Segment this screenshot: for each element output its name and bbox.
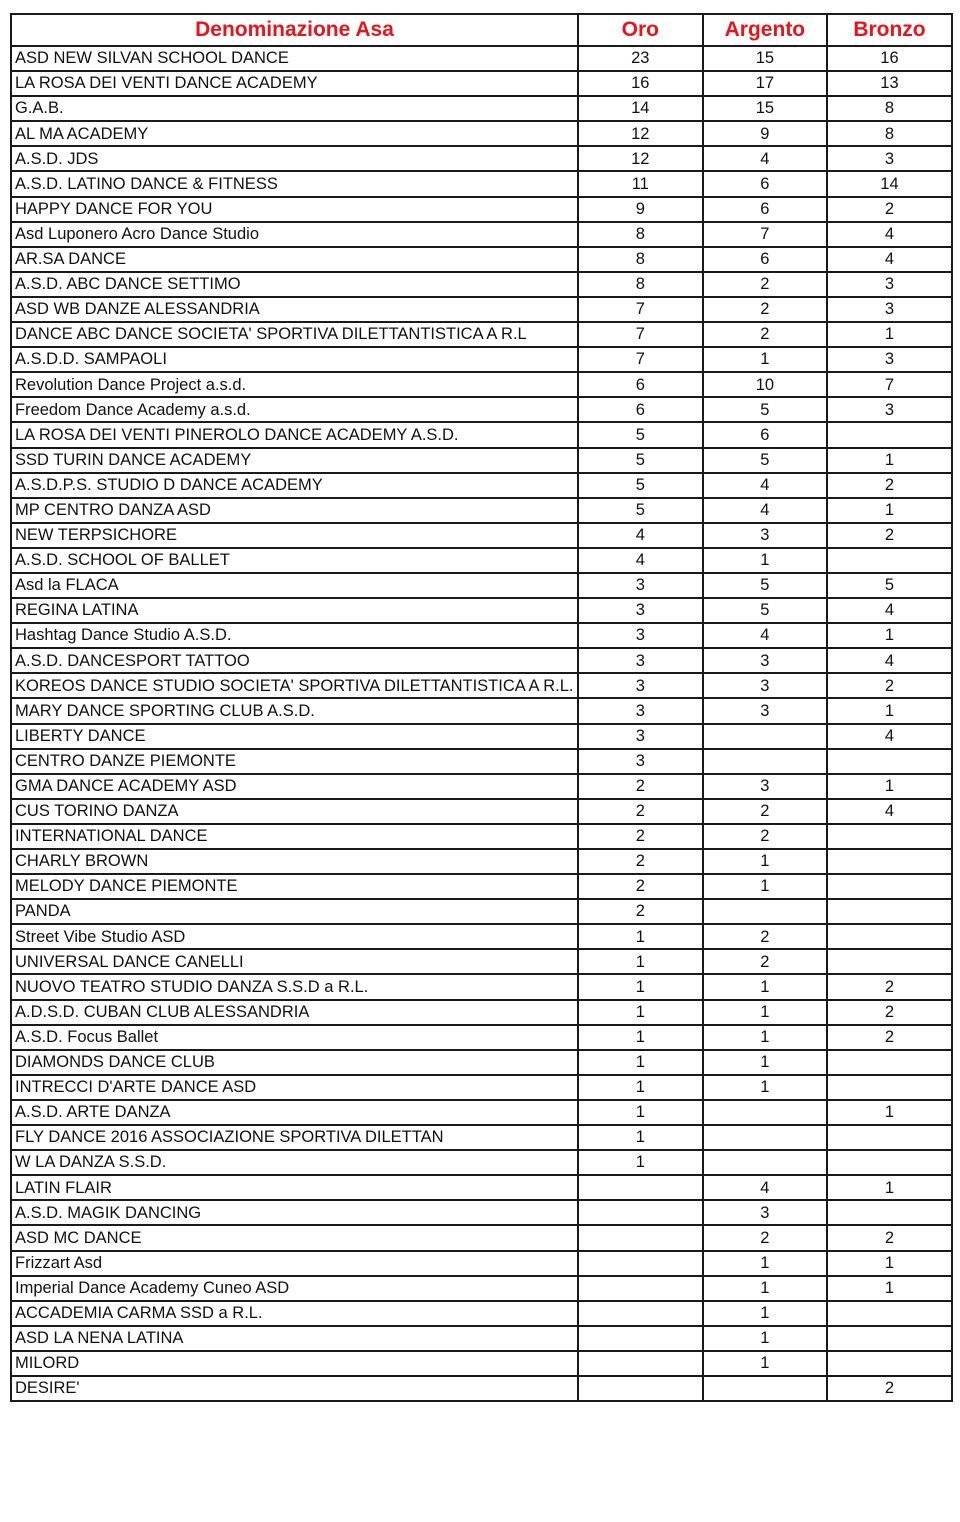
- bronzo-count-cell: 1: [827, 1100, 952, 1125]
- bronzo-count-cell: 2: [827, 473, 952, 498]
- bronzo-count-cell: 8: [827, 96, 952, 121]
- oro-count-cell: 3: [578, 623, 703, 648]
- oro-count-cell: 2: [578, 774, 703, 799]
- club-name-cell: PANDA: [11, 899, 578, 924]
- table-row: [11, 548, 952, 573]
- bronzo-count-cell: 1: [827, 774, 952, 799]
- table-row: [11, 71, 952, 96]
- oro-count-cell: [578, 1251, 703, 1276]
- club-name-cell: ASD NEW SILVAN SCHOOL DANCE: [11, 46, 578, 71]
- argento-count-cell: 6: [703, 197, 828, 222]
- argento-count-cell: 1: [703, 1075, 828, 1100]
- club-name-cell: ASD LA NENA LATINA: [11, 1326, 578, 1351]
- argento-count-cell: 1: [703, 1301, 828, 1326]
- table-row: [11, 774, 952, 799]
- club-name-cell: AL MA ACADEMY: [11, 121, 578, 146]
- oro-count-cell: 3: [578, 673, 703, 698]
- club-name-cell: A.S.D. JDS: [11, 146, 578, 171]
- argento-count-cell: 6: [703, 422, 828, 447]
- club-name-cell: HAPPY DANCE FOR YOU: [11, 197, 578, 222]
- club-name-cell: NUOVO TEATRO STUDIO DANZA S.S.D a R.L.: [11, 974, 578, 999]
- club-name-cell: Street Vibe Studio ASD: [11, 924, 578, 949]
- table-row: [11, 222, 952, 247]
- club-name-cell: A.S.D. ARTE DANZA: [11, 1100, 578, 1125]
- bronzo-count-cell: 2: [827, 523, 952, 548]
- argento-count-cell: 3: [703, 698, 828, 723]
- club-name-cell: ASD MC DANCE: [11, 1225, 578, 1250]
- table-row: [11, 1251, 952, 1276]
- oro-count-cell: 3: [578, 698, 703, 723]
- bronzo-count-cell: 1: [827, 1251, 952, 1276]
- club-name-cell: NEW TERPSICHORE: [11, 523, 578, 548]
- oro-count-cell: 3: [578, 648, 703, 673]
- table-row: [11, 498, 952, 523]
- bronzo-count-cell: [827, 874, 952, 899]
- argento-count-cell: 15: [703, 46, 828, 71]
- argento-count-cell: 1: [703, 1050, 828, 1075]
- header-oro: Oro: [578, 14, 703, 46]
- table-row: [11, 1100, 952, 1125]
- bronzo-count-cell: 1: [827, 1276, 952, 1301]
- bronzo-count-cell: 4: [827, 247, 952, 272]
- bronzo-count-cell: 16: [827, 46, 952, 71]
- club-name-cell: W LA DANZA S.S.D.: [11, 1150, 578, 1175]
- oro-count-cell: [578, 1225, 703, 1250]
- argento-count-cell: 1: [703, 1000, 828, 1025]
- bronzo-count-cell: 1: [827, 498, 952, 523]
- club-name-cell: DANCE ABC DANCE SOCIETA' SPORTIVA DILETTANTISTICA A R.L: [11, 322, 578, 347]
- header-argento: Argento: [703, 14, 828, 46]
- oro-count-cell: 23: [578, 46, 703, 71]
- club-name-cell: INTRECCI D'ARTE DANCE ASD: [11, 1075, 578, 1100]
- oro-count-cell: 1: [578, 1000, 703, 1025]
- club-name-cell: LA ROSA DEI VENTI DANCE ACADEMY: [11, 71, 578, 96]
- table-row: [11, 1150, 952, 1175]
- argento-count-cell: 3: [703, 673, 828, 698]
- club-name-cell: MELODY DANCE PIEMONTE: [11, 874, 578, 899]
- club-name-cell: LIBERTY DANCE: [11, 724, 578, 749]
- argento-count-cell: [703, 724, 828, 749]
- oro-count-cell: 1: [578, 949, 703, 974]
- bronzo-count-cell: [827, 1125, 952, 1150]
- bronzo-count-cell: 5: [827, 573, 952, 598]
- argento-count-cell: 1: [703, 849, 828, 874]
- oro-count-cell: 5: [578, 448, 703, 473]
- bronzo-count-cell: [827, 949, 952, 974]
- argento-count-cell: 1: [703, 347, 828, 372]
- oro-count-cell: 5: [578, 473, 703, 498]
- table-row: [11, 799, 952, 824]
- bronzo-count-cell: 2: [827, 1000, 952, 1025]
- club-name-cell: Frizzart Asd: [11, 1251, 578, 1276]
- table-row: [11, 1376, 952, 1401]
- argento-count-cell: 6: [703, 171, 828, 196]
- bronzo-count-cell: [827, 1150, 952, 1175]
- table-row: [11, 1225, 952, 1250]
- argento-count-cell: 5: [703, 598, 828, 623]
- argento-count-cell: 5: [703, 448, 828, 473]
- header-name: Denominazione Asa: [11, 14, 578, 46]
- oro-count-cell: 11: [578, 171, 703, 196]
- bronzo-count-cell: 7: [827, 372, 952, 397]
- argento-count-cell: 1: [703, 1351, 828, 1376]
- bronzo-count-cell: [827, 548, 952, 573]
- club-name-cell: DIAMONDS DANCE CLUB: [11, 1050, 578, 1075]
- oro-count-cell: 4: [578, 523, 703, 548]
- bronzo-count-cell: [827, 1301, 952, 1326]
- bronzo-count-cell: 3: [827, 297, 952, 322]
- table-row: [11, 473, 952, 498]
- argento-count-cell: 1: [703, 1276, 828, 1301]
- club-name-cell: ACCADEMIA CARMA SSD a R.L.: [11, 1301, 578, 1326]
- table-row: [11, 724, 952, 749]
- header-bronzo: Bronzo: [827, 14, 952, 46]
- oro-count-cell: 1: [578, 924, 703, 949]
- bronzo-count-cell: 2: [827, 673, 952, 698]
- argento-count-cell: 17: [703, 71, 828, 96]
- oro-count-cell: [578, 1376, 703, 1401]
- bronzo-count-cell: 13: [827, 71, 952, 96]
- table-row: [11, 1025, 952, 1050]
- bronzo-count-cell: 4: [827, 724, 952, 749]
- oro-count-cell: 7: [578, 347, 703, 372]
- oro-count-cell: 1: [578, 1050, 703, 1075]
- club-name-cell: G.A.B.: [11, 96, 578, 121]
- oro-count-cell: [578, 1351, 703, 1376]
- club-name-cell: CHARLY BROWN: [11, 849, 578, 874]
- medal-table: [10, 13, 953, 1402]
- club-name-cell: Revolution Dance Project a.s.d.: [11, 372, 578, 397]
- table-row: [11, 448, 952, 473]
- oro-count-cell: 1: [578, 1025, 703, 1050]
- club-name-cell: CUS TORINO DANZA: [11, 799, 578, 824]
- argento-count-cell: 4: [703, 498, 828, 523]
- argento-count-cell: 7: [703, 222, 828, 247]
- oro-count-cell: 12: [578, 146, 703, 171]
- oro-count-cell: 1: [578, 974, 703, 999]
- table-row: [11, 121, 952, 146]
- table-row: [11, 322, 952, 347]
- argento-count-cell: 4: [703, 1175, 828, 1200]
- oro-count-cell: 12: [578, 121, 703, 146]
- table-body: [11, 46, 952, 1401]
- club-name-cell: A.S.D. DANCESPORT TATTOO: [11, 648, 578, 673]
- argento-count-cell: 4: [703, 623, 828, 648]
- club-name-cell: A.S.D. MAGIK DANCING: [11, 1200, 578, 1225]
- oro-count-cell: 4: [578, 548, 703, 573]
- oro-count-cell: 1: [578, 1125, 703, 1150]
- oro-count-cell: [578, 1200, 703, 1225]
- bronzo-count-cell: 1: [827, 1175, 952, 1200]
- club-name-cell: Freedom Dance Academy a.s.d.: [11, 397, 578, 422]
- oro-count-cell: [578, 1326, 703, 1351]
- oro-count-cell: 2: [578, 874, 703, 899]
- argento-count-cell: 1: [703, 548, 828, 573]
- club-name-cell: KOREOS DANCE STUDIO SOCIETA' SPORTIVA DILETTANTISTICA A R.L.: [11, 673, 578, 698]
- argento-count-cell: 4: [703, 146, 828, 171]
- bronzo-count-cell: [827, 749, 952, 774]
- table-row: [11, 1175, 952, 1200]
- argento-count-cell: [703, 1100, 828, 1125]
- oro-count-cell: 6: [578, 397, 703, 422]
- oro-count-cell: 1: [578, 1100, 703, 1125]
- table-row: [11, 824, 952, 849]
- table-row: [11, 523, 952, 548]
- table-row: [11, 749, 952, 774]
- bronzo-count-cell: 3: [827, 146, 952, 171]
- argento-count-cell: 2: [703, 924, 828, 949]
- club-name-cell: A.S.D. SCHOOL OF BALLET: [11, 548, 578, 573]
- table-row: [11, 171, 952, 196]
- oro-count-cell: 8: [578, 272, 703, 297]
- bronzo-count-cell: 3: [827, 397, 952, 422]
- oro-count-cell: 7: [578, 322, 703, 347]
- bronzo-count-cell: 1: [827, 623, 952, 648]
- table-row: [11, 372, 952, 397]
- oro-count-cell: 1: [578, 1150, 703, 1175]
- table-row: [11, 673, 952, 698]
- club-name-cell: A.D.S.D. CUBAN CLUB ALESSANDRIA: [11, 1000, 578, 1025]
- oro-count-cell: 2: [578, 824, 703, 849]
- table-row: [11, 698, 952, 723]
- table-row: [11, 397, 952, 422]
- oro-count-cell: 5: [578, 422, 703, 447]
- argento-count-cell: 2: [703, 1225, 828, 1250]
- bronzo-count-cell: 4: [827, 222, 952, 247]
- bronzo-count-cell: 3: [827, 272, 952, 297]
- table-row: [11, 1301, 952, 1326]
- oro-count-cell: 6: [578, 372, 703, 397]
- table-row: [11, 598, 952, 623]
- table-row: [11, 1276, 952, 1301]
- bronzo-count-cell: [827, 1326, 952, 1351]
- table-row: [11, 197, 952, 222]
- table-row: [11, 1050, 952, 1075]
- bronzo-count-cell: [827, 1351, 952, 1376]
- oro-count-cell: [578, 1276, 703, 1301]
- argento-count-cell: 2: [703, 824, 828, 849]
- club-name-cell: ASD WB DANZE ALESSANDRIA: [11, 297, 578, 322]
- bronzo-count-cell: 14: [827, 171, 952, 196]
- bronzo-count-cell: [827, 1200, 952, 1225]
- table-row: [11, 849, 952, 874]
- table-row: [11, 247, 952, 272]
- bronzo-count-cell: 2: [827, 1025, 952, 1050]
- argento-count-cell: 3: [703, 1200, 828, 1225]
- argento-count-cell: 1: [703, 1251, 828, 1276]
- club-name-cell: LATIN FLAIR: [11, 1175, 578, 1200]
- oro-count-cell: 7: [578, 297, 703, 322]
- argento-count-cell: 2: [703, 799, 828, 824]
- club-name-cell: AR.SA DANCE: [11, 247, 578, 272]
- argento-count-cell: 4: [703, 473, 828, 498]
- table-row: [11, 1125, 952, 1150]
- argento-count-cell: 15: [703, 96, 828, 121]
- oro-count-cell: 9: [578, 197, 703, 222]
- table-row: [11, 1326, 952, 1351]
- club-name-cell: UNIVERSAL DANCE CANELLI: [11, 949, 578, 974]
- bronzo-count-cell: 2: [827, 974, 952, 999]
- bronzo-count-cell: 4: [827, 598, 952, 623]
- club-name-cell: A.S.D.D. SAMPAOLI: [11, 347, 578, 372]
- argento-count-cell: 1: [703, 1025, 828, 1050]
- table-row: [11, 949, 952, 974]
- bronzo-count-cell: [827, 1075, 952, 1100]
- bronzo-count-cell: 4: [827, 648, 952, 673]
- table-row: [11, 1000, 952, 1025]
- argento-count-cell: 3: [703, 523, 828, 548]
- table-row: [11, 1351, 952, 1376]
- bronzo-count-cell: 2: [827, 197, 952, 222]
- oro-count-cell: 2: [578, 899, 703, 924]
- club-name-cell: LA ROSA DEI VENTI PINEROLO DANCE ACADEMY A.S.D.: [11, 422, 578, 447]
- table-row: [11, 874, 952, 899]
- oro-count-cell: 3: [578, 724, 703, 749]
- argento-count-cell: 2: [703, 949, 828, 974]
- argento-count-cell: 3: [703, 648, 828, 673]
- club-name-cell: Imperial Dance Academy Cuneo ASD: [11, 1276, 578, 1301]
- argento-count-cell: 1: [703, 1326, 828, 1351]
- bronzo-count-cell: [827, 899, 952, 924]
- table-row: [11, 899, 952, 924]
- table-row: [11, 648, 952, 673]
- club-name-cell: MP CENTRO DANZA ASD: [11, 498, 578, 523]
- oro-count-cell: [578, 1175, 703, 1200]
- club-name-cell: A.S.D. LATINO DANCE & FITNESS: [11, 171, 578, 196]
- argento-count-cell: 5: [703, 573, 828, 598]
- argento-count-cell: 3: [703, 774, 828, 799]
- club-name-cell: REGINA LATINA: [11, 598, 578, 623]
- club-name-cell: MARY DANCE SPORTING CLUB A.S.D.: [11, 698, 578, 723]
- argento-count-cell: 1: [703, 974, 828, 999]
- argento-count-cell: 1: [703, 874, 828, 899]
- argento-count-cell: 6: [703, 247, 828, 272]
- argento-count-cell: 5: [703, 397, 828, 422]
- bronzo-count-cell: 1: [827, 698, 952, 723]
- table-row: [11, 974, 952, 999]
- bronzo-count-cell: 2: [827, 1225, 952, 1250]
- argento-count-cell: [703, 749, 828, 774]
- bronzo-count-cell: [827, 924, 952, 949]
- oro-count-cell: [578, 1301, 703, 1326]
- oro-count-cell: 2: [578, 849, 703, 874]
- club-name-cell: Hashtag Dance Studio A.S.D.: [11, 623, 578, 648]
- bronzo-count-cell: 8: [827, 121, 952, 146]
- club-name-cell: INTERNATIONAL DANCE: [11, 824, 578, 849]
- table-row: [11, 924, 952, 949]
- bronzo-count-cell: [827, 422, 952, 447]
- bronzo-count-cell: 1: [827, 322, 952, 347]
- bronzo-count-cell: 2: [827, 1376, 952, 1401]
- oro-count-cell: 5: [578, 498, 703, 523]
- oro-count-cell: 3: [578, 573, 703, 598]
- argento-count-cell: 9: [703, 121, 828, 146]
- oro-count-cell: 16: [578, 71, 703, 96]
- table-row: [11, 1075, 952, 1100]
- club-name-cell: A.S.D. Focus Ballet: [11, 1025, 578, 1050]
- argento-count-cell: [703, 1150, 828, 1175]
- oro-count-cell: 8: [578, 222, 703, 247]
- table-row: [11, 1200, 952, 1225]
- club-name-cell: FLY DANCE 2016 ASSOCIAZIONE SPORTIVA DILETTAN: [11, 1125, 578, 1150]
- table-row: [11, 422, 952, 447]
- table-row: [11, 573, 952, 598]
- club-name-cell: A.S.D.P.S. STUDIO D DANCE ACADEMY: [11, 473, 578, 498]
- bronzo-count-cell: 3: [827, 347, 952, 372]
- club-name-cell: DESIRE': [11, 1376, 578, 1401]
- oro-count-cell: 1: [578, 1075, 703, 1100]
- table-header: [11, 14, 952, 46]
- club-name-cell: Asd Luponero Acro Dance Studio: [11, 222, 578, 247]
- bronzo-count-cell: [827, 824, 952, 849]
- club-name-cell: GMA DANCE ACADEMY ASD: [11, 774, 578, 799]
- club-name-cell: Asd la FLACA: [11, 573, 578, 598]
- table-row: [11, 623, 952, 648]
- header-row: [11, 14, 952, 46]
- argento-count-cell: 2: [703, 272, 828, 297]
- table-row: [11, 146, 952, 171]
- argento-count-cell: 2: [703, 297, 828, 322]
- oro-count-cell: 2: [578, 799, 703, 824]
- club-name-cell: CENTRO DANZE PIEMONTE: [11, 749, 578, 774]
- table-row: [11, 297, 952, 322]
- table-row: [11, 347, 952, 372]
- club-name-cell: A.S.D. ABC DANCE SETTIMO: [11, 272, 578, 297]
- oro-count-cell: 14: [578, 96, 703, 121]
- table-row: [11, 272, 952, 297]
- argento-count-cell: 2: [703, 322, 828, 347]
- oro-count-cell: 8: [578, 247, 703, 272]
- bronzo-count-cell: 4: [827, 799, 952, 824]
- bronzo-count-cell: [827, 1050, 952, 1075]
- oro-count-cell: 3: [578, 598, 703, 623]
- club-name-cell: SSD TURIN DANCE ACADEMY: [11, 448, 578, 473]
- argento-count-cell: [703, 1125, 828, 1150]
- bronzo-count-cell: 1: [827, 448, 952, 473]
- argento-count-cell: [703, 1376, 828, 1401]
- argento-count-cell: [703, 899, 828, 924]
- table-row: [11, 96, 952, 121]
- oro-count-cell: 3: [578, 749, 703, 774]
- argento-count-cell: 10: [703, 372, 828, 397]
- club-name-cell: MILORD: [11, 1351, 578, 1376]
- table-row: [11, 46, 952, 71]
- bronzo-count-cell: [827, 849, 952, 874]
